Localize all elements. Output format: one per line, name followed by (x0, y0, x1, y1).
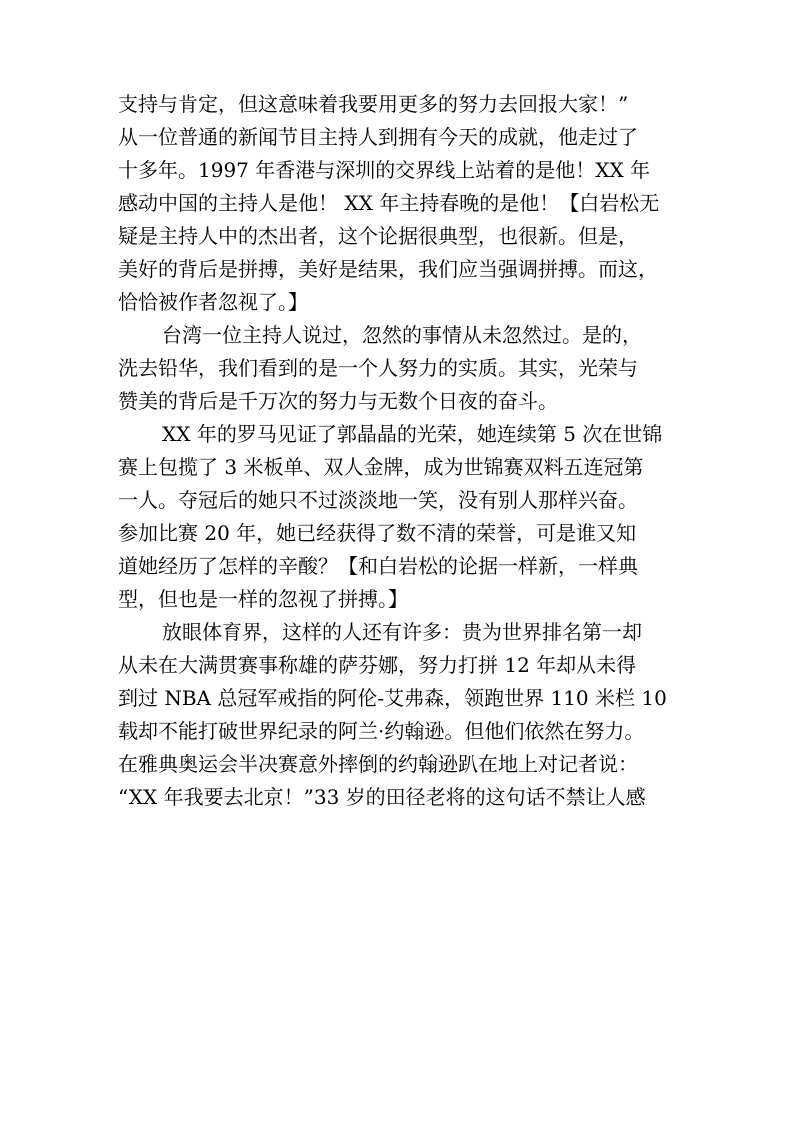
text-line: 恰恰被作者忽视了。】 (118, 290, 308, 314)
text-line: 参加比赛 20 年，她已经获得了数不清的荣誉，可是谁又知 (118, 521, 637, 545)
text-line: 疑是主持人中的杰出者，这个论据很典型，也很新。但是， (118, 224, 638, 248)
text-line: 在雅典奥运会半决赛意外摔倒的约翰逊趴在地上对记者说： (118, 752, 638, 776)
text-line: 到过 NBA 总冠军戒指的阿伦-艾弗森，领跑世界 110 米栏 10 (118, 686, 667, 710)
text-line: 一人。夺冠后的她只不过淡淡地一笑，没有别人那样兴奋。 (118, 488, 638, 512)
paragraph-first-line: XX 年的罗马见证了郭晶晶的光荣，她连续第 5 次在世锦 (162, 422, 663, 446)
paragraph-first-line: 放眼体育界，这样的人还有许多：贵为世界排名第一却 (162, 620, 642, 644)
paragraph-first-line: 台湾一位主持人说过，忽然的事情从未忽然过。是的， (162, 323, 642, 347)
text-line: “XX 年我要去北京！”33 岁的田径老将的这句话不禁让人感 (118, 785, 646, 809)
text-line: 从未在大满贯赛事称雄的萨芬娜，努力打拼 12 年却从未得 (118, 653, 637, 677)
document-body (118, 90, 686, 816)
text-line: 从一位普通的新闻节目主持人到拥有今天的成就，他走过了 (118, 125, 638, 149)
text-line: 支持与肯定，但这意味着我要用更多的努力去回报大家！” (118, 92, 629, 116)
text-line: 洗去铅华，我们看到的是一个人努力的实质。其实，光荣与 (118, 356, 638, 380)
text-line: 道她经历了怎样的辛酸？【和白岩松的论据一样新，一样典 (118, 554, 638, 578)
text-line: 载却不能打破世界纪录的阿兰·约翰逊。但他们依然在努力。 (118, 719, 645, 743)
text-line: 美好的背后是拼搏，美好是结果，我们应当强调拼搏。而这， (118, 257, 658, 281)
text-line: 赞美的背后是千万次的努力与无数个日夜的奋斗。 (118, 389, 558, 413)
text-line: 感动中国的主持人是他！ XX 年主持春晚的是他！【白岩松无 (118, 191, 660, 215)
text-line: 型，但也是一样的忽视了拼搏。】 (118, 587, 408, 611)
text-line: 十多年。1997 年香港与深圳的交界线上站着的是他！XX 年 (118, 158, 651, 182)
text-line: 赛上包揽了 3 米板单、双人金牌，成为世锦赛双料五连冠第 (118, 455, 644, 479)
